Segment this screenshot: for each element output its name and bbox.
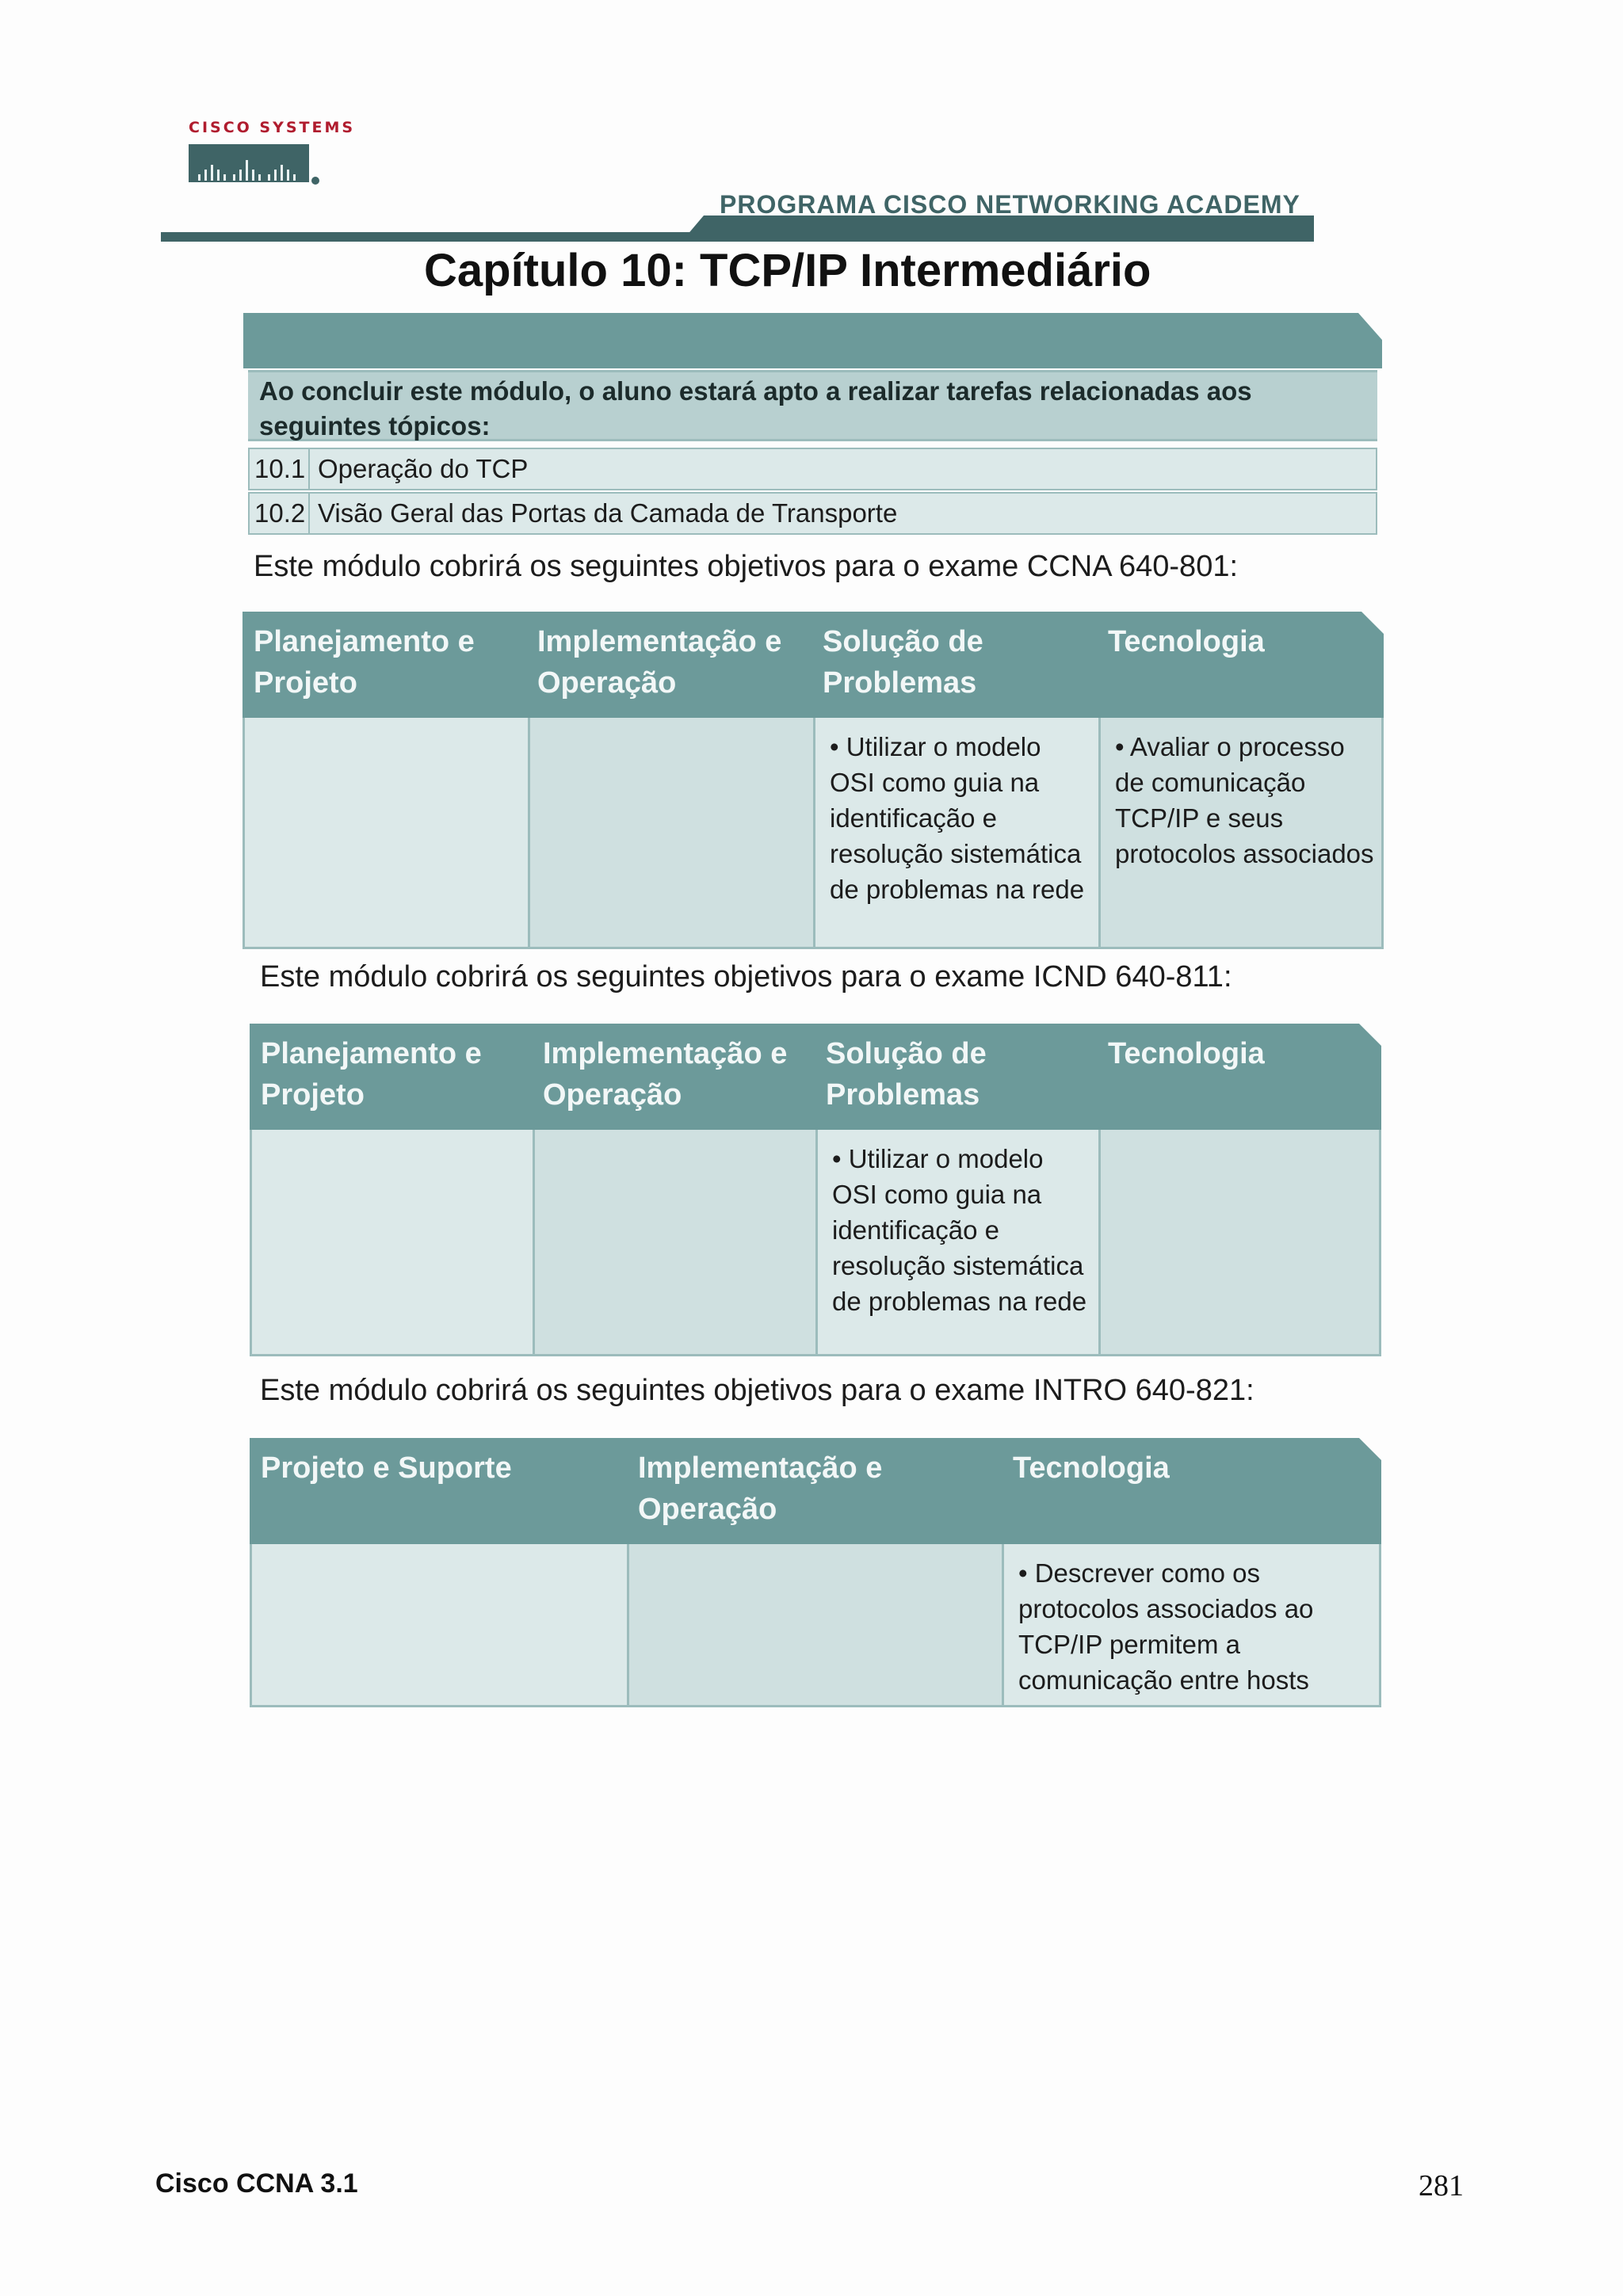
table-cell (1004, 1544, 1379, 1705)
column-header: Implementação e Operação (537, 625, 782, 700)
table-cell (252, 1130, 535, 1354)
column-header: Implementação e Operação (543, 1037, 788, 1112)
column-header: Tecnologia (1108, 625, 1265, 658)
column-header: Planejamento e Projeto (261, 1037, 482, 1112)
column-header: Solução de Problemas (823, 625, 983, 700)
topics-intro: Ao concluir este módulo, o aluno estará apto a realizar tarefas relacionadas aos seguintes tópicos: (248, 370, 1377, 441)
table-body (242, 718, 1384, 949)
table-cell (815, 718, 1101, 947)
topic-number: 10.1 (254, 449, 310, 489)
objectives-table-ccna (242, 612, 1384, 949)
table-cell (1101, 1130, 1379, 1354)
topic-row (248, 448, 1377, 490)
table-cell (818, 1130, 1101, 1354)
exam-line-intro: Este módulo cobrirá os seguintes objetivos para o exame INTRO 640-821: (260, 1374, 1254, 1407)
cisco-logo-text: CISCO SYSTEMS (189, 119, 356, 136)
page-number: 281 (1419, 2169, 1464, 2203)
exam-line-ccna: Este módulo cobrirá os seguintes objetivos para o exame CCNA 640-801: (254, 550, 1239, 583)
table-cell (245, 718, 530, 947)
cell-text: • Descrever como os protocolos associados ao TCP/IP permitem a comunicação entre hosts (1018, 1558, 1314, 1695)
table-cell (629, 1544, 1004, 1705)
column-header: Solução de Problemas (826, 1037, 987, 1112)
cell-text: • Utilizar o modelo OSI como guia na identificação e resolução sistemática de problemas na rede (830, 732, 1085, 904)
table-cell (1101, 718, 1381, 947)
cell-text: • Utilizar o modelo OSI como guia na identificação e resolução sistemática de problemas na rede (832, 1144, 1087, 1316)
table-body (250, 1544, 1381, 1707)
column-header: Planejamento e Projeto (254, 625, 475, 700)
topic-row (248, 492, 1377, 535)
objectives-table-intro (250, 1438, 1381, 1707)
topics-header-band (243, 313, 1382, 368)
table-cell (530, 718, 815, 947)
program-label: PROGRAMA CISCO NETWORKING ACADEMY (720, 190, 1300, 219)
topic-text: Operação do TCP (318, 454, 529, 483)
column-header: Implementação e Operação (638, 1451, 883, 1526)
column-header: Tecnologia (1108, 1037, 1265, 1070)
objectives-table-icnd (250, 1024, 1381, 1356)
topics-box (243, 313, 1382, 540)
topic-number: 10.2 (254, 494, 310, 533)
cell-text: • Avaliar o processo de comunicação TCP/IP e seus protocolos associados (1115, 732, 1374, 868)
table-cell (535, 1130, 818, 1354)
table-body (250, 1130, 1381, 1356)
footer-course-name: Cisco CCNA 3.1 (155, 2168, 358, 2199)
page-title: Capítulo 10: TCP/IP Intermediário (424, 245, 1151, 296)
header-rule (161, 232, 1314, 242)
topic-text: Visão Geral das Portas da Camada de Transporte (318, 498, 898, 528)
cisco-logo-icon (189, 144, 322, 185)
column-header: Tecnologia (1013, 1451, 1170, 1485)
exam-line-icnd: Este módulo cobrirá os seguintes objetivos para o exame ICND 640-811: (260, 960, 1232, 994)
column-header: Projeto e Suporte (261, 1451, 512, 1485)
table-cell (252, 1544, 629, 1705)
